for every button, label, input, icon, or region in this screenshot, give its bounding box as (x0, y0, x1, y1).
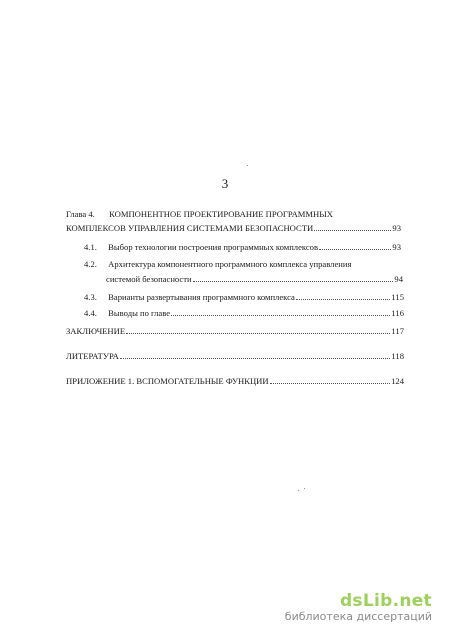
leader-dots (126, 326, 390, 334)
toc-entry-4-4 (84, 308, 404, 319)
literature-page: 118 (391, 351, 404, 361)
leader-dots (270, 376, 391, 384)
leader-dots (171, 308, 390, 316)
toc-entry-4-2-line2 (106, 274, 403, 285)
chapter-title-line2: КОМПЛЕКСОВ УПРАВЛЕНИЯ СИСТЕМАМИ БЕЗОПАСНОСТИ (66, 223, 314, 233)
section-title: Выводы по главе (108, 308, 171, 318)
chapter-label: Глава 4. (66, 209, 95, 219)
section-title: Выбор технологии построения программных комплексов (108, 242, 319, 252)
section-title-line1: Архитектура компонентного программного комплекса управления (108, 259, 352, 269)
section-page: 116 (391, 308, 404, 318)
conclusion-page: 117 (391, 326, 404, 336)
toc-entry-4-2-line1 (84, 259, 351, 270)
leader-dots (314, 223, 391, 231)
chapter-heading-line1 (66, 209, 333, 220)
leader-dots (296, 292, 391, 300)
page-number: 3 (221, 176, 229, 191)
toc-entry-4-1 (84, 242, 401, 253)
section-page: 93 (392, 242, 401, 252)
appendix-title: ПРИЛОЖЕНИЕ 1. ВСПОМОГАТЕЛЬНЫЕ ФУНКЦИИ (66, 376, 269, 386)
section-number: 4.1. (84, 242, 97, 252)
conclusion-title: ЗАКЛЮЧЕНИЕ (66, 326, 126, 336)
toc-entry-4-3 (84, 292, 404, 303)
leader-dots (319, 242, 391, 250)
toc-entry-conclusion (66, 326, 404, 337)
toc-entry-appendix (66, 376, 404, 387)
toc-entry-literature (66, 351, 404, 362)
chapter-page: 93 (392, 223, 401, 233)
section-number: 4.4. (84, 308, 97, 318)
watermark-logo: dsLib.net (339, 591, 432, 611)
chapter-heading-line2 (66, 223, 401, 234)
watermark (285, 591, 432, 623)
section-number: 4.2. (84, 259, 97, 269)
section-title-line2: системой безопасности (106, 274, 192, 284)
leader-dots (193, 274, 394, 282)
section-page: 115 (391, 292, 404, 302)
section-page: 94 (394, 274, 403, 284)
section-number: 4.3. (84, 292, 97, 302)
appendix-page: 124 (391, 376, 404, 386)
leader-dots (120, 351, 391, 359)
chapter-title-line1: КОМПОНЕНТНОЕ ПРОЕКТИРОВАНИЕ ПРОГРАММНЫХ (109, 209, 333, 219)
section-title: Варианты развертывания программного комплекса (108, 292, 295, 302)
literature-title: ЛИТЕРАТУРА (66, 351, 119, 361)
watermark-subtitle: библиотека диссертаций (284, 610, 432, 623)
